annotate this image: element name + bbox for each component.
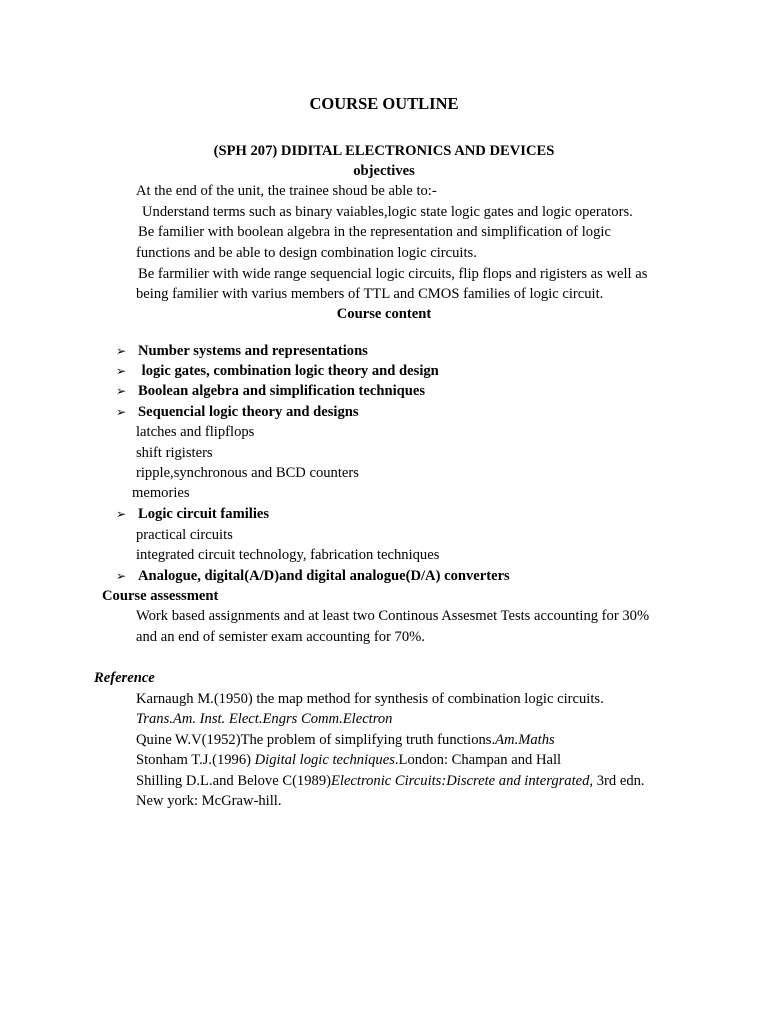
reference-line: Shilling D.L.and Belove C(1989)Electronic Circuits:Discrete and intergrated, 3rd edn. [136, 773, 645, 789]
course-content-heading: Course content [336, 306, 432, 322]
reference-line: Karnaugh M.(1950) the map method for synthesis of combination logic circuits. [136, 691, 604, 707]
objective-line: Be farmilier with wide range sequencial logic circuits, flip flops and rigisters as well as [138, 266, 648, 282]
arrow-bullet-icon: ➢ [116, 569, 127, 583]
reference-heading: Reference [94, 670, 155, 686]
arrow-bullet-icon: ➢ [116, 405, 127, 419]
assessment-heading: Course assessment [102, 588, 219, 604]
reference-line: Quine W.V(1952)The problem of simplifying truth functions.Am.Maths [136, 732, 555, 748]
content-item: Sequencial logic theory and designs [138, 404, 359, 420]
arrow-bullet-icon: ➢ [116, 384, 127, 398]
content-subitem: practical circuits [136, 527, 233, 543]
objective-line: Be familier with boolean algebra in the representation and simplification of logic [138, 224, 611, 240]
assessment-line: Work based assignments and at least two Continous Assesmet Tests accounting for 30% [136, 608, 650, 624]
assessment-line: and an end of semister exam accounting for 70%. [136, 629, 425, 645]
page-title: COURSE OUTLINE [309, 94, 459, 113]
reference-line: Stonham T.J.(1996) Digital logic techniques.London: Champan and Hall [136, 752, 562, 768]
content-subitem: latches and flipflops [136, 424, 255, 440]
content-item: Logic circuit families [138, 506, 270, 522]
content-subitem: memories [132, 485, 190, 501]
content-subitem: shift rigisters [136, 445, 213, 461]
content-subitem: integrated circuit technology, fabrication techniques [136, 547, 440, 563]
objective-line: functions and be able to design combination logic circuits. [136, 245, 477, 261]
reference-line: New york: McGraw-hill. [136, 793, 282, 809]
objective-line: At the end of the unit, the trainee shoud be able to:- [136, 183, 437, 199]
reference-line: Trans.Am. Inst. Elect.Engrs Comm.Electron [136, 711, 393, 727]
content-item: Number systems and representations [138, 343, 368, 359]
content-subitem: ripple,synchronous and BCD counters [136, 465, 359, 481]
objective-line: being familier with varius members of TTL and CMOS families of logic circuit. [136, 286, 604, 302]
arrow-bullet-icon: ➢ [116, 344, 127, 358]
content-item: Boolean algebra and simplification techniques [138, 383, 426, 399]
objectives-heading: objectives [353, 163, 415, 179]
objective-line: Understand terms such as binary vaiables,logic state logic gates and logic operators. [142, 204, 633, 220]
arrow-bullet-icon: ➢ [116, 364, 127, 378]
content-item: Analogue, digital(A/D)and digital analogue(D/A) converters [138, 568, 510, 584]
arrow-bullet-icon: ➢ [116, 507, 127, 521]
course-heading: (SPH 207) DIDITAL ELECTRONICS AND DEVICES [213, 143, 555, 159]
content-item: logic gates, combination logic theory and design [138, 363, 439, 379]
